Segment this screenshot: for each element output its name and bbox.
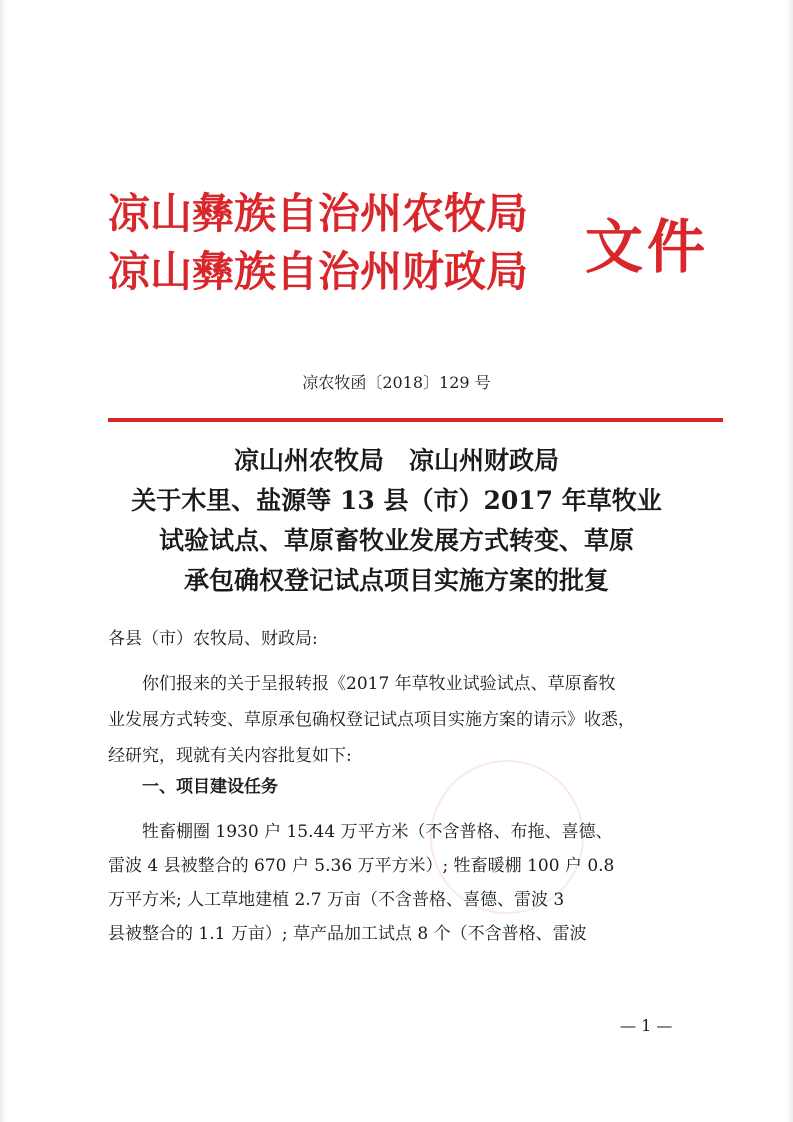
paragraph-line: 你们报来的关于呈报转报《2017 年草牧业试验试点、草原畜牧 [142,674,616,694]
paragraph-tasks [108,815,698,951]
paragraph-line: 万平方米; 人工草地建植 2.7 万亩（不含普格、喜德、雷波 3 [108,890,565,910]
paragraph-line: 牲畜棚圈 1930 户 15.44 万平方米（不含普格、布拖、喜德、 [142,822,613,842]
salutation: 各县（市）农牧局、财政局: [108,629,318,649]
paragraph-line: 业发展方式转变、草原承包确权登记试点项目实施方案的请示》收悉， [108,710,635,730]
title-line-1: 凉山州农牧局 凉山州财政局 [233,446,559,475]
issuer-name-agriculture: 凉山彝族自治州农牧局 [108,189,529,238]
section-heading: 一、项目建设任务 [142,777,278,797]
issuer-name-finance: 凉山彝族自治州财政局 [108,247,529,296]
page-number: — 1 — [620,1016,673,1035]
document-type-label: 文件 [585,213,710,281]
paragraph-line: 雷波 4 县被整合的 670 户 5.36 万平方米）; 牲畜暖棚 100 户 0.8 [108,856,615,876]
document-title [0,441,793,601]
title-line-3: 试验试点、草原畜牧业发展方式转变、草原 [158,526,634,555]
title-line-2: 关于木里、盐源等 13 县（市）2017 年草牧业 [131,486,662,515]
document-number: 凉农牧函〔2018〕129 号 [302,373,491,392]
paragraph-line: 经研究，现就有关内容批复如下: [108,746,352,766]
paragraph-intro [108,666,698,774]
paragraph-line: 县被整合的 1.1 万亩）; 草产品加工试点 8 个（不含普格、雷波 [108,924,587,944]
issuer-block [108,185,578,301]
title-line-4: 承包确权登记试点项目实施方案的批复 [183,566,609,595]
header-divider [108,418,723,422]
